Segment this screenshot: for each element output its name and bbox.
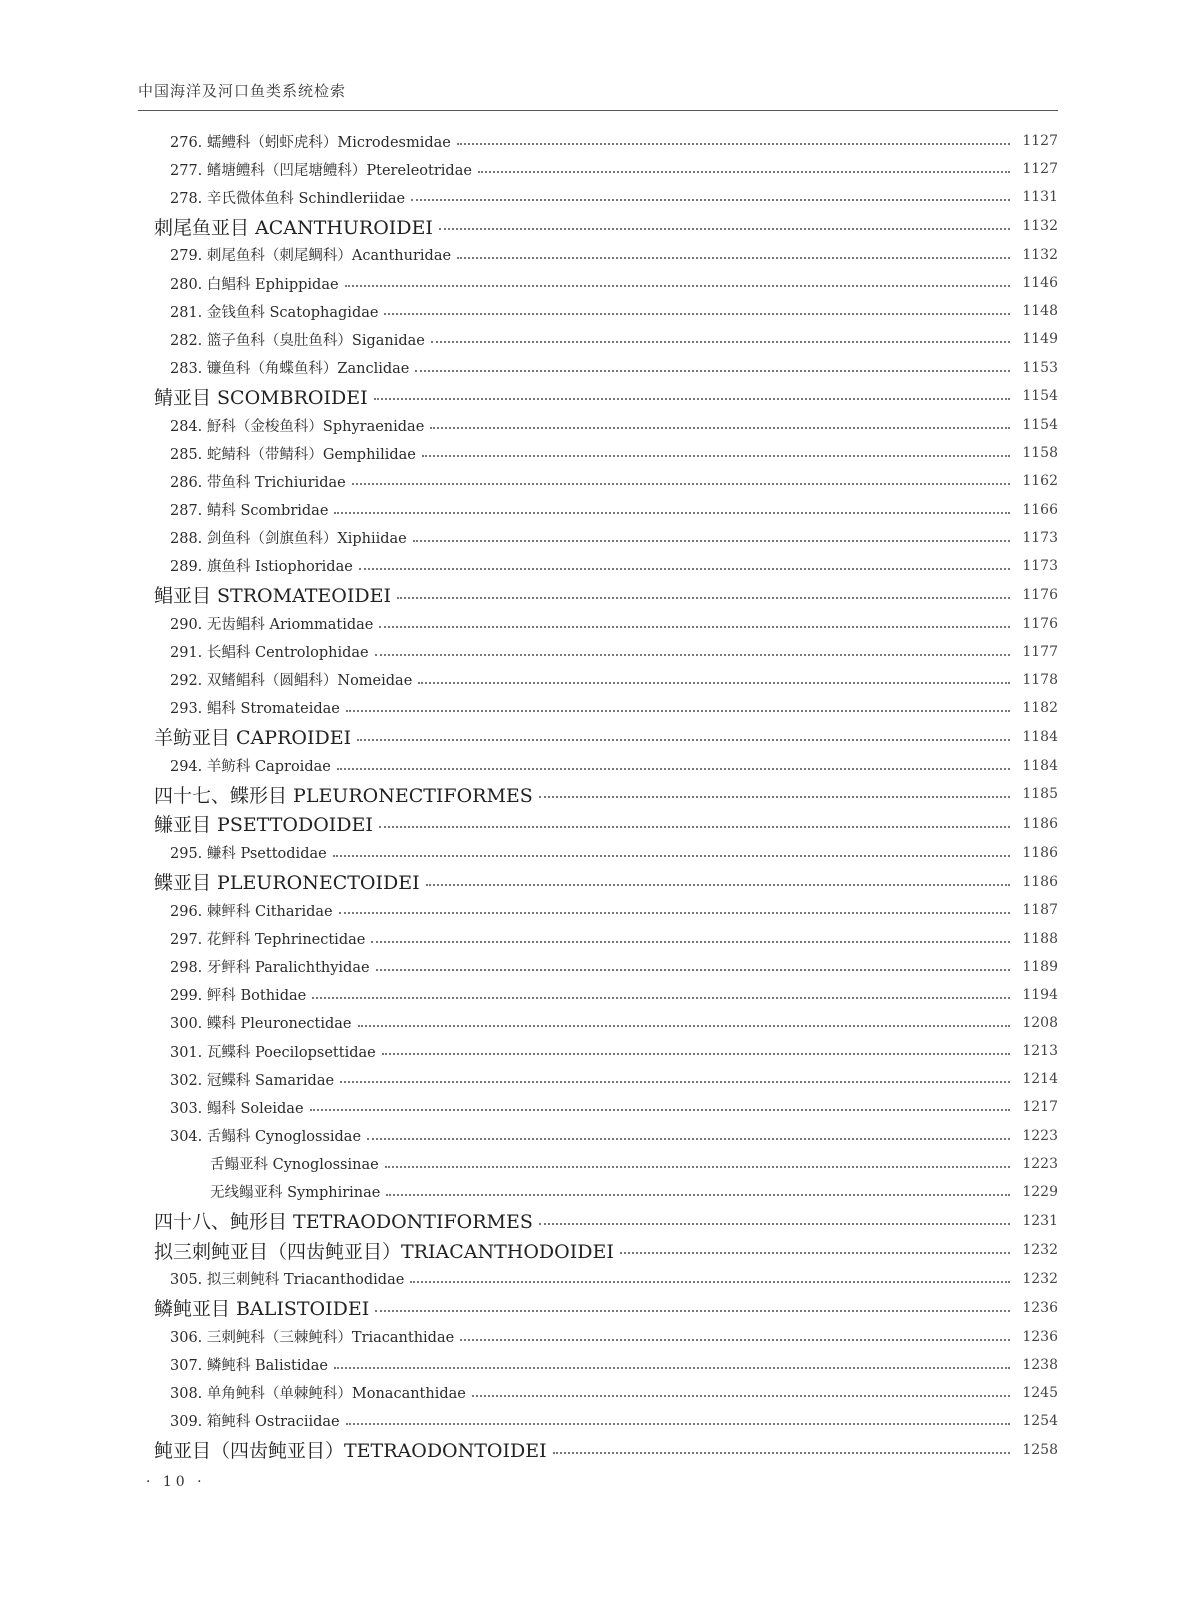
toc-group-entry[interactable]: [0, 382, 1187, 412]
toc-entry-page: 1194: [1022, 986, 1058, 1003]
toc-family-entry[interactable]: [0, 467, 1187, 495]
toc-entry-title: 无线鳎亚科 Symphirinae: [210, 1185, 381, 1202]
dot-leader: [312, 997, 1010, 999]
toc-group-entry[interactable]: [0, 867, 1187, 897]
toc-family-entry[interactable]: [0, 666, 1187, 694]
toc-family-entry[interactable]: [0, 953, 1187, 981]
toc-entry-page: 1173: [1022, 529, 1058, 546]
toc-entry-page: 1236: [1022, 1328, 1058, 1345]
toc-entry-page: 1258: [1022, 1441, 1058, 1458]
toc-entry-title: 296. 棘鲆科 Citharidae: [170, 903, 333, 920]
dot-leader: [358, 1025, 1011, 1027]
dot-leader: [460, 1339, 1010, 1341]
toc-entry-title: 鲀亚目（四齿鲀亚目）TETRAODONTOIDEI: [154, 1440, 547, 1463]
dot-leader: [539, 796, 1010, 798]
toc-entry-title: 282. 篮子鱼科（臭肚鱼科）Siganidae: [170, 332, 425, 349]
dot-leader: [620, 1252, 1010, 1254]
dot-leader: [357, 739, 1010, 741]
running-header: 中国海洋及河口鱼类系统检索: [138, 82, 347, 100]
toc-entry-page: 1208: [1022, 1014, 1058, 1031]
toc-family-entry[interactable]: [0, 155, 1187, 183]
toc-entry-page: 1229: [1022, 1183, 1058, 1200]
toc-entry-page: 1176: [1022, 615, 1058, 632]
toc-family-entry[interactable]: [0, 1037, 1187, 1065]
toc-entry-title: 鳞鲀亚目 BALISTOIDEI: [154, 1298, 370, 1321]
toc-entry-page: 1154: [1022, 388, 1058, 405]
toc-family-entry[interactable]: [0, 127, 1187, 155]
toc-group-entry[interactable]: [0, 1435, 1187, 1465]
dot-leader: [334, 512, 1010, 514]
toc-family-entry[interactable]: [0, 1121, 1187, 1149]
dot-leader: [340, 1081, 1010, 1083]
toc-entry-title: 308. 单角鲀科（单棘鲀科）Monacanthidae: [170, 1386, 466, 1403]
dot-leader: [422, 455, 1010, 457]
toc-family-entry[interactable]: [0, 752, 1187, 780]
toc-entry-title: 四十七、鲽形目 PLEURONECTIFORMES: [154, 784, 533, 807]
toc-entry-page: 1127: [1022, 133, 1058, 150]
toc-family-entry[interactable]: [0, 1265, 1187, 1293]
toc-entry-title: 287. 鲭科 Scombridae: [170, 503, 329, 520]
toc-entry-title: 300. 鲽科 Pleuronectidae: [170, 1016, 352, 1033]
toc-entry-page: 1254: [1022, 1412, 1058, 1429]
dot-leader: [339, 912, 1010, 914]
dot-leader: [346, 1423, 1010, 1425]
dot-leader: [553, 1452, 1010, 1454]
table-of-contents: [0, 127, 1187, 1465]
toc-family-entry[interactable]: [0, 1351, 1187, 1379]
toc-family-entry[interactable]: [0, 269, 1187, 297]
toc-entry-page: 1213: [1022, 1043, 1058, 1060]
toc-entry-title: 鳒亚目 PSETTODOIDEI: [154, 814, 373, 837]
toc-entry-page: 1153: [1022, 359, 1058, 376]
toc-entry-page: 1214: [1022, 1071, 1058, 1088]
toc-family-entry[interactable]: [0, 1065, 1187, 1093]
dot-leader: [367, 1138, 1010, 1140]
toc-entry-title: 284. 魣科（金梭鱼科）Sphyraenidae: [170, 418, 425, 435]
toc-family-entry[interactable]: [0, 694, 1187, 722]
toc-entry-page: 1132: [1022, 246, 1058, 263]
toc-entry-page: 1148: [1022, 303, 1058, 320]
toc-entry-page: 1132: [1022, 218, 1058, 235]
toc-entry-title: 羊鲂亚目 CAPROIDEI: [154, 727, 352, 750]
toc-entry-page: 1146: [1022, 275, 1058, 292]
header-rule: [138, 110, 1058, 111]
dot-leader: [431, 341, 1010, 343]
toc-entry-title: 285. 蛇鲭科（带鲭科）Gemphilidae: [170, 446, 416, 463]
toc-entry-title: 276. 蠕鳢科（蚓虾虎科）Microdesmidae: [170, 134, 451, 151]
toc-entry-title: 鲭亚目 SCOMBROIDEI: [154, 386, 368, 409]
toc-group-entry[interactable]: [0, 1293, 1187, 1323]
toc-entry-title: 290. 无齿鲳科 Ariommatidae: [170, 617, 374, 634]
toc-entry-title: 279. 刺尾鱼科（刺尾鲷科）Acanthuridae: [170, 248, 452, 265]
toc-entry-page: 1185: [1022, 786, 1058, 803]
dot-leader: [375, 1310, 1010, 1312]
dot-leader: [426, 884, 1010, 886]
dot-leader: [415, 370, 1010, 372]
toc-group-entry[interactable]: [0, 722, 1187, 752]
toc-entry-title: 303. 鳎科 Soleidae: [170, 1100, 304, 1117]
dot-leader: [345, 285, 1010, 287]
dot-leader: [539, 1223, 1010, 1225]
dot-leader: [411, 199, 1010, 201]
toc-entry-page: 1178: [1022, 671, 1058, 688]
toc-entry-page: 1176: [1022, 586, 1058, 603]
toc-entry-page: 1236: [1022, 1299, 1058, 1316]
toc-entry-title: 301. 瓦鲽科 Poecilopsettidae: [170, 1044, 376, 1061]
toc-entry-title: 294. 羊鲂科 Caproidae: [170, 759, 331, 776]
dot-leader: [439, 228, 1010, 230]
toc-entry-title: 鲽亚目 PLEURONECTOIDEI: [154, 872, 420, 895]
dot-leader: [413, 540, 1010, 542]
toc-entry-title: 304. 舌鳎科 Cynoglossidae: [170, 1129, 362, 1145]
toc-entry-title: 舌鳎亚科 Cynoglossinae: [210, 1157, 379, 1174]
toc-family-entry[interactable]: [0, 1093, 1187, 1121]
toc-entry-page: 1149: [1022, 331, 1058, 348]
toc-group-entry[interactable]: [0, 1235, 1187, 1265]
toc-family-entry[interactable]: [0, 241, 1187, 269]
page-number: · 10 ·: [146, 1474, 206, 1490]
toc-entry-page: 1188: [1022, 930, 1058, 947]
toc-entry-title: 280. 白鲳科 Ephippidae: [170, 276, 339, 293]
toc-family-entry[interactable]: [0, 297, 1187, 325]
toc-family-entry[interactable]: [0, 496, 1187, 524]
toc-family-entry[interactable]: [0, 353, 1187, 381]
dot-leader: [333, 855, 1010, 857]
toc-entry-title: 277. 鳍塘鳢科（凹尾塘鳢科）Ptereleotridae: [170, 162, 472, 179]
toc-entry-title: 305. 拟三刺鲀科 Triacanthodidae: [170, 1272, 405, 1289]
dot-leader: [334, 1367, 1010, 1369]
toc-entry-page: 1217: [1022, 1099, 1058, 1116]
toc-family-entry[interactable]: [0, 524, 1187, 552]
toc-entry-title: 289. 旗鱼科 Istiophoridae: [170, 559, 353, 576]
toc-entry-title: 292. 双鳍鲳科（圆鲳科）Nomeidae: [170, 673, 413, 690]
toc-entry-page: 1231: [1022, 1212, 1058, 1229]
toc-family-entry[interactable]: [0, 1379, 1187, 1407]
toc-entry-page: 1162: [1022, 473, 1058, 490]
toc-entry-page: 1166: [1022, 501, 1058, 518]
toc-family-entry[interactable]: [0, 924, 1187, 952]
dot-leader: [382, 1053, 1010, 1055]
toc-entry-title: 四十八、鲀形目 TETRAODONTIFORMES: [154, 1211, 533, 1234]
toc-family-entry[interactable]: [0, 439, 1187, 467]
toc-entry-page: 1187: [1022, 902, 1058, 919]
toc-group-entry[interactable]: [0, 780, 1187, 810]
toc-entry-page: 1186: [1022, 844, 1058, 861]
dot-leader: [457, 257, 1010, 259]
toc-entry-page: 1131: [1022, 189, 1058, 206]
toc-family-entry[interactable]: [0, 1009, 1187, 1037]
dot-leader: [310, 1109, 1010, 1111]
toc-entry-title: 288. 剑鱼科（剑旗鱼科）Xiphiidae: [170, 531, 407, 548]
toc-entry-title: 拟三刺鲀亚目（四齿鲀亚目）TRIACANTHODOIDEI: [154, 1240, 614, 1263]
toc-entry-title: 刺尾鱼亚目 ACANTHUROIDEI: [154, 216, 433, 239]
dot-leader: [359, 568, 1010, 570]
toc-entry-title: 306. 三刺鲀科（三棘鲀科）Triacanthidae: [170, 1330, 455, 1347]
toc-family-entry[interactable]: [0, 981, 1187, 1009]
toc-entry-title: 295. 鳒科 Psettodidae: [170, 846, 327, 863]
dot-leader: [397, 597, 1010, 599]
toc-entry-page: 1238: [1022, 1356, 1058, 1373]
toc-entry-page: 1173: [1022, 557, 1058, 574]
toc-entry-page: 1184: [1022, 757, 1058, 774]
toc-family-entry[interactable]: [0, 552, 1187, 580]
toc-entry-title: 278. 辛氏微体鱼科 Schindleriidae: [170, 190, 406, 207]
toc-entry-title: 297. 花鲆科 Tephrinectidae: [170, 932, 366, 949]
dot-leader: [478, 171, 1010, 173]
toc-entry-title: 281. 金钱鱼科 Scatophagidae: [170, 304, 379, 321]
toc-entry-page: 1127: [1022, 161, 1058, 178]
toc-entry-page: 1245: [1022, 1384, 1058, 1401]
toc-entry-page: 1158: [1022, 445, 1058, 462]
toc-entry-page: 1232: [1022, 1242, 1058, 1259]
toc-entry-page: 1177: [1022, 643, 1058, 660]
toc-entry-page: 1186: [1022, 873, 1058, 890]
toc-family-entry[interactable]: [0, 609, 1187, 637]
toc-family-entry[interactable]: [0, 1407, 1187, 1435]
dot-leader: [346, 710, 1010, 712]
dot-leader: [374, 398, 1010, 400]
toc-family-entry[interactable]: [0, 839, 1187, 867]
toc-family-entry[interactable]: [0, 411, 1187, 439]
toc-entry-page: 1154: [1022, 417, 1058, 434]
toc-entry-title: 291. 长鲳科 Centrolophidae: [170, 645, 369, 662]
dot-leader: [410, 1281, 1010, 1283]
toc-entry-page: 1223: [1022, 1127, 1058, 1144]
toc-entry-title: 286. 带鱼科 Trichiuridae: [170, 474, 346, 491]
dot-leader: [371, 941, 1010, 943]
dot-leader: [376, 969, 1010, 971]
toc-family-entry[interactable]: [0, 1323, 1187, 1351]
dot-leader: [352, 483, 1010, 485]
toc-subfamily-entry[interactable]: [0, 1150, 1187, 1178]
toc-group-entry[interactable]: [0, 809, 1187, 839]
toc-entry-title: 307. 鳞鲀科 Balistidae: [170, 1358, 328, 1375]
toc-group-entry[interactable]: [0, 580, 1187, 610]
dot-leader: [386, 1194, 1010, 1196]
toc-entry-page: 1182: [1022, 699, 1058, 716]
toc-entry-title: 283. 镰鱼科（角蝶鱼科）Zanclidae: [170, 361, 410, 378]
dot-leader: [384, 313, 1010, 315]
toc-entry-title: 293. 鲳科 Stromateidae: [170, 701, 340, 718]
toc-entry-title: 309. 箱鲀科 Ostraciidae: [170, 1414, 340, 1431]
toc-entry-page: 1184: [1022, 728, 1058, 745]
toc-family-entry[interactable]: [0, 896, 1187, 924]
toc-family-entry[interactable]: [0, 638, 1187, 666]
toc-entry-page: 1223: [1022, 1155, 1058, 1172]
toc-entry-title: 302. 冠鲽科 Samaridae: [170, 1072, 335, 1089]
toc-entry-title: 298. 牙鲆科 Paralichthyidae: [170, 960, 370, 977]
dot-leader: [385, 1166, 1010, 1168]
dot-leader: [337, 768, 1010, 770]
toc-entry-title: 299. 鲆科 Bothidae: [170, 988, 307, 1005]
toc-subfamily-entry[interactable]: [0, 1178, 1187, 1206]
dot-leader: [457, 143, 1010, 145]
toc-entry-page: 1186: [1022, 815, 1058, 832]
toc-family-entry[interactable]: [0, 183, 1187, 211]
dot-leader: [375, 654, 1010, 656]
toc-group-entry[interactable]: [0, 1206, 1187, 1236]
toc-entry-page: 1232: [1022, 1270, 1058, 1287]
dot-leader: [472, 1395, 1010, 1397]
dot-leader: [418, 682, 1010, 684]
dot-leader: [379, 826, 1010, 828]
toc-entry-page: 1189: [1022, 958, 1058, 975]
toc-group-entry[interactable]: [0, 211, 1187, 241]
dot-leader: [430, 427, 1010, 429]
toc-entry-title: 鲳亚目 STROMATEOIDEI: [154, 585, 391, 608]
dot-leader: [379, 626, 1010, 628]
toc-family-entry[interactable]: [0, 325, 1187, 353]
